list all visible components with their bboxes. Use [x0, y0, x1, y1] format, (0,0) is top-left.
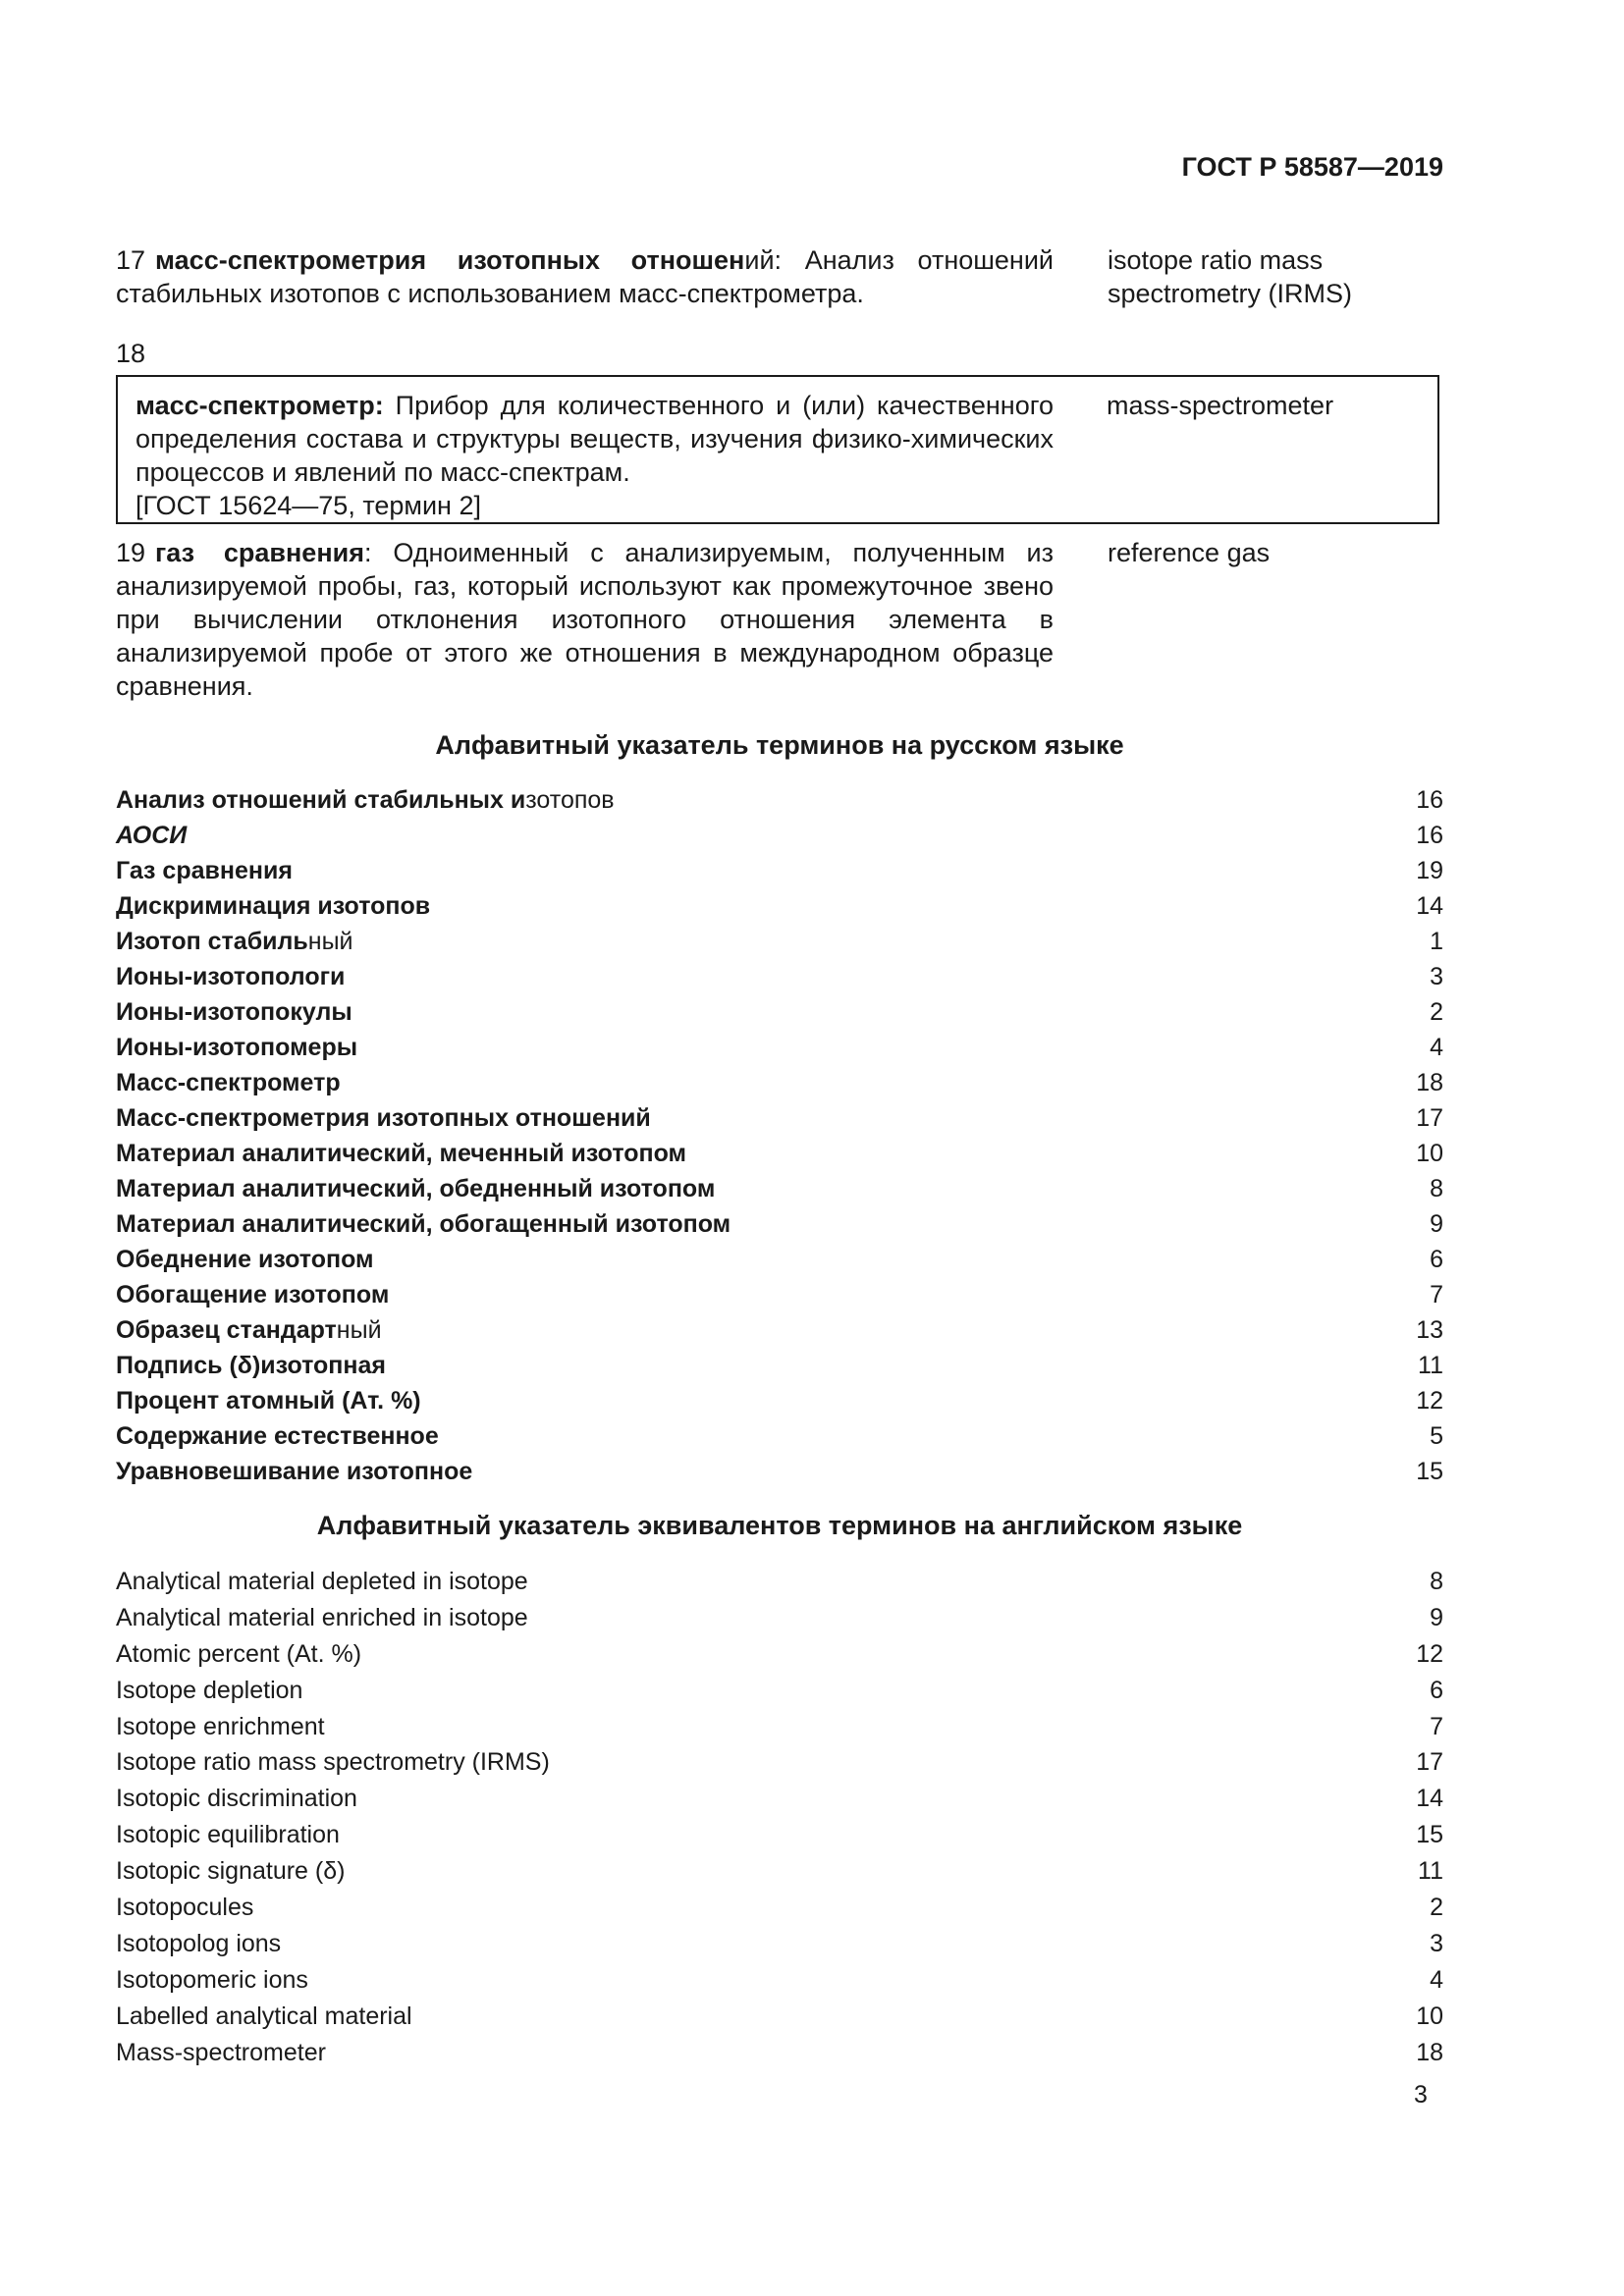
index-ru-label: Дискриминация изотопов [116, 892, 431, 920]
index-ru-item [116, 1100, 1443, 1136]
index-ru-label: Подпись (δ)изотопная [116, 1352, 386, 1379]
index-en-label: Analytical material depleted in isotope [116, 1568, 528, 1595]
index-en-page: 14 [1416, 1785, 1443, 1813]
term-19-number: 19 [116, 538, 146, 567]
index-ru-item [116, 1030, 1443, 1065]
index-en-item [116, 1962, 1443, 1999]
index-ru-label: Анализ отношений стабильных изотопов [116, 786, 615, 814]
index-ru-label: Ионы-изотопологи [116, 963, 346, 990]
term-17-definition: : Анализ отношений стабильных изотопов с использованием масс-спектрометра. [116, 245, 1054, 308]
index-ru-page: 17 [1416, 1104, 1443, 1132]
term-18-number: 18 [116, 339, 146, 368]
index-ru-label: Образец стандартный [116, 1316, 382, 1344]
index-ru-page: 15 [1416, 1458, 1443, 1485]
index-en-label: Isotopic equilibration [116, 1821, 340, 1849]
index-ru-item [116, 1206, 1443, 1242]
index-ru-item [116, 1242, 1443, 1277]
index-en-item [116, 2035, 1443, 2071]
index-en-item [116, 1926, 1443, 1962]
index-ru-page: 6 [1430, 1246, 1443, 1273]
index-en-label: Isotope ratio mass spectrometry (IRMS) [116, 1748, 550, 1777]
index-en-label: Isotopomeric ions [116, 1965, 308, 1994]
index-ru-page: 7 [1430, 1281, 1443, 1308]
index-ru-item [116, 1065, 1443, 1100]
index-ru-label: Обогащение изотопом [116, 1281, 390, 1308]
index-ru-item [116, 1348, 1443, 1383]
index-ru-label: Материал аналитический, обогащенный изотопом [116, 1210, 731, 1238]
index-ru-label: Масс-спектрометрия изотопных отношений [116, 1104, 651, 1132]
index-ru-label: Содержание естественное [116, 1422, 439, 1450]
index-en-page: 11 [1418, 1857, 1443, 1886]
index-en-item [116, 1744, 1443, 1781]
index-en-item [116, 1781, 1443, 1817]
index-ru-item [116, 1418, 1443, 1454]
index-ru-item [116, 1383, 1443, 1418]
term-18-english: mass-spectrometer [1107, 391, 1334, 420]
index-en-item [116, 1564, 1443, 1600]
index-ru-item [116, 782, 1443, 818]
index-ru-page: 19 [1416, 857, 1443, 884]
index-en-page: 6 [1430, 1676, 1443, 1704]
index-ru-page: 18 [1416, 1069, 1443, 1096]
term-17-english: isotope ratio mass spectrometry (IRMS) [1108, 245, 1353, 308]
index-ru-label: АОСИ [116, 822, 188, 849]
index-ru-item [116, 1454, 1443, 1489]
index-en-page: 10 [1416, 2002, 1443, 2030]
index-en-item [116, 1853, 1443, 1890]
term-19-definition: : Одноименный с анализируемым, полученным из анализируемой пробы, газ, который используют как промежуточное звено при вычислении отклонения изотопного отношения элемента в анализируемой пробе от этого же отношения в международном образце сравнения. [116, 538, 1055, 701]
index-en-label: Isotopocules [116, 1894, 254, 1922]
index-ru-page: 5 [1430, 1422, 1443, 1450]
document-header: ГОСТ Р 58587—2019 [1181, 152, 1443, 182]
index-en-page: 15 [1416, 1821, 1443, 1849]
index-en-page: 9 [1430, 1603, 1443, 1631]
index-ru-item [116, 1136, 1443, 1171]
index-en-label: Isotopic discrimination [116, 1785, 357, 1813]
index-ru-page: 10 [1416, 1140, 1443, 1167]
index-en-item [116, 1673, 1443, 1709]
index-ru-page: 11 [1418, 1352, 1443, 1379]
index-en-item [116, 1817, 1443, 1853]
index-ru-page: 16 [1416, 822, 1443, 849]
index-ru-label: Материал аналитический, меченный изотопом [116, 1140, 687, 1167]
index-ru-item [116, 888, 1443, 924]
index-ru-item [116, 994, 1443, 1030]
term-17-number: 17 [116, 245, 146, 275]
index-ru-title: Алфавитный указатель терминов на русском языке [435, 730, 1124, 760]
index-ru-page: 13 [1416, 1316, 1443, 1344]
index-en-label: Isotope depletion [116, 1676, 303, 1704]
index-en-item [116, 1709, 1443, 1745]
index-ru-page: 14 [1416, 892, 1443, 920]
term-19-english: reference gas [1108, 538, 1271, 567]
index-en-page: 2 [1430, 1894, 1443, 1922]
term-18-name: масс-спектрометр: [135, 391, 384, 420]
term-19-name: газ сравнения [155, 538, 364, 567]
index-en-label: Isotopolog ions [116, 1929, 282, 1957]
index-ru-item [116, 853, 1443, 888]
index-en-label: Analytical material enriched in isotope [116, 1603, 528, 1631]
term-entry-18-box [116, 375, 1439, 524]
index-ru-page: 12 [1416, 1387, 1443, 1415]
index-ru-label: Изотоп стабильный [116, 928, 353, 955]
index-en-item [116, 1890, 1443, 1926]
index-en-page: 4 [1430, 1965, 1443, 1994]
index-ru-page: 9 [1430, 1210, 1443, 1238]
index-en-page: 12 [1416, 1639, 1443, 1668]
index-en-page: 17 [1416, 1748, 1443, 1777]
index-en-page: 3 [1430, 1929, 1443, 1957]
index-en-label: Isotopic signature (δ) [116, 1857, 346, 1886]
index-en-list [116, 1564, 1443, 2070]
index-ru-item [116, 1277, 1443, 1312]
index-en-page: 7 [1430, 1712, 1443, 1740]
index-en-item [116, 1636, 1443, 1673]
index-ru-page: 3 [1430, 963, 1443, 990]
index-en-label: Atomic percent (At. %) [116, 1639, 362, 1668]
term-17-russian [116, 243, 1054, 310]
term-entry-19 [116, 536, 1443, 703]
index-en-page: 18 [1416, 2038, 1443, 2066]
term-18-source: [ГОСТ 15624—75, термин 2] [135, 491, 481, 520]
index-ru-label: Газ сравнения [116, 857, 293, 884]
index-en-label: Mass-spectrometer [116, 2038, 326, 2066]
index-en-item [116, 1600, 1443, 1636]
index-ru-label: Обеднение изотопом [116, 1246, 374, 1273]
index-ru-item [116, 959, 1443, 994]
index-ru-page: 4 [1430, 1034, 1443, 1061]
index-ru-item [116, 1312, 1443, 1348]
index-ru-item [116, 818, 1443, 853]
index-ru-page: 16 [1416, 786, 1443, 814]
index-ru-list [116, 782, 1443, 1489]
index-en-item [116, 1999, 1443, 2035]
index-ru-item [116, 1171, 1443, 1206]
index-ru-page: 2 [1430, 998, 1443, 1026]
index-en-label: Isotope enrichment [116, 1712, 325, 1740]
index-ru-page: 1 [1430, 928, 1443, 955]
index-ru-item [116, 924, 1443, 959]
index-ru-label: Процент атомный (Ат. %) [116, 1387, 421, 1415]
term-18-russian [135, 389, 1054, 522]
index-ru-label: Уравновешивание изотопное [116, 1458, 473, 1485]
index-en-title: Алфавитный указатель эквивалентов терминов на английском языке [316, 1511, 1243, 1540]
index-en-label: Labelled analytical material [116, 2002, 412, 2030]
term-17-name: масс-спектрометрия изотопных отношен [155, 245, 745, 275]
index-ru-label: Ионы-изотопомеры [116, 1034, 358, 1061]
term-entry-17 [116, 243, 1443, 312]
term-19-russian [116, 536, 1054, 703]
index-ru-page: 8 [1430, 1175, 1443, 1202]
page-number: 3 [1414, 2081, 1428, 2109]
index-ru-label: Ионы-изотопокулы [116, 998, 352, 1026]
index-ru-label: Материал аналитический, обедненный изотопом [116, 1175, 716, 1202]
index-en-page: 8 [1430, 1568, 1443, 1595]
term-18-definition: Прибор для количественного и (или) качественного определения состава и структуры веществ, изучения физико-химических процессов и явлений по масс-спектрам. [135, 391, 1054, 487]
index-ru-label: Масс-спектрометр [116, 1069, 341, 1096]
term-17-name-tail: ий [744, 245, 775, 275]
